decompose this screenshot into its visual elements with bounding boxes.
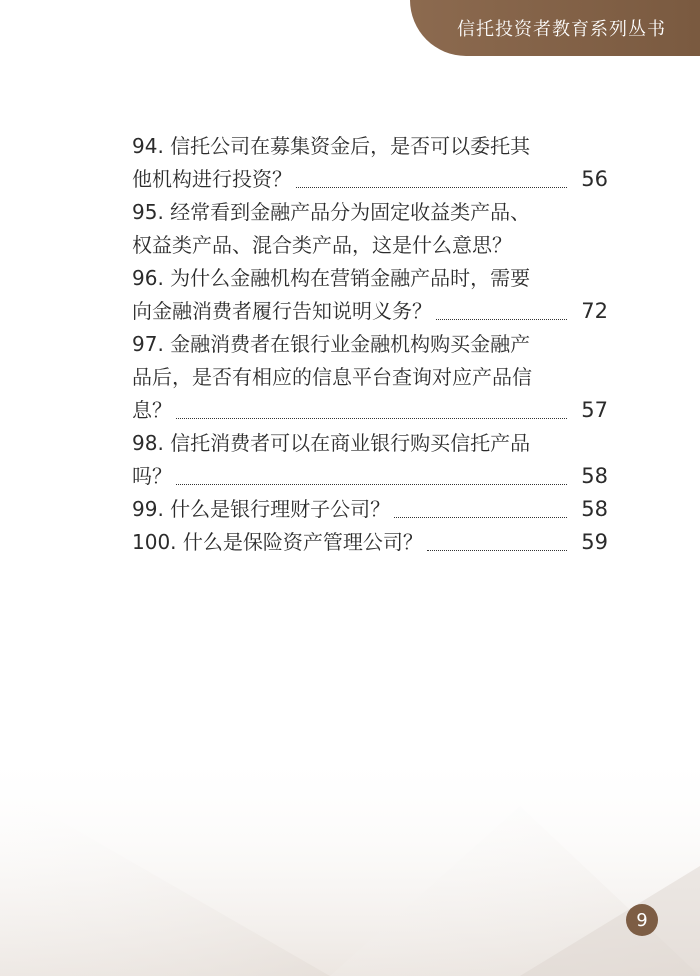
toc-item-text: 权益类产品、混合类产品，这是什么意思？ <box>132 233 512 257</box>
dot-leader <box>394 516 567 518</box>
toc-item-text: 向金融消费者履行告知说明义务？ <box>132 299 432 323</box>
toc-page-number: 59 <box>581 530 608 554</box>
dot-leader <box>176 483 567 485</box>
dot-leader <box>176 417 567 419</box>
dot-leader <box>296 186 567 188</box>
toc-item-text: 99. 什么是银行理财子公司？ <box>132 497 391 521</box>
toc-item-text: 97. 金融消费者在银行业金融机构购买金融产 <box>132 332 531 356</box>
toc-page-number: 56 <box>581 167 608 191</box>
toc-page-number: 57 <box>581 398 608 422</box>
toc-page-number: 58 <box>581 464 608 488</box>
toc-item[interactable] <box>132 262 608 328</box>
page-number: 9 <box>636 909 648 931</box>
decorative-background <box>0 746 700 976</box>
toc-item[interactable] <box>132 493 608 526</box>
table-of-contents <box>132 130 608 559</box>
toc-item-text: 100. 什么是保险资产管理公司？ <box>132 530 423 554</box>
toc-item-text: 95. 经常看到金融产品分为固定收益类产品、 <box>132 200 531 224</box>
series-title: 信托投资者教育系列丛书 <box>457 19 666 40</box>
series-title-tab <box>410 0 700 56</box>
toc-item-text: 他机构进行投资？ <box>132 167 292 191</box>
toc-item-text: 息？ <box>132 398 172 422</box>
toc-item[interactable] <box>132 328 608 427</box>
dot-leader <box>427 549 567 551</box>
page-number-badge <box>626 904 658 936</box>
toc-page-number: 72 <box>581 299 608 323</box>
toc-item[interactable] <box>132 427 608 493</box>
toc-item-text: 吗？ <box>132 464 172 488</box>
toc-item[interactable] <box>132 196 608 262</box>
toc-item-text: 98. 信托消费者可以在商业银行购买信托产品 <box>132 431 531 455</box>
toc-item-text: 96. 为什么金融机构在营销金融产品时，需要 <box>132 266 531 290</box>
toc-page-number: 58 <box>581 497 608 521</box>
dot-leader <box>436 318 567 320</box>
toc-item-text: 94. 信托公司在募集资金后，是否可以委托其 <box>132 134 531 158</box>
toc-item[interactable] <box>132 130 608 196</box>
toc-item-text: 品后，是否有相应的信息平台查询对应产品信 <box>132 365 532 389</box>
toc-item[interactable] <box>132 526 608 559</box>
